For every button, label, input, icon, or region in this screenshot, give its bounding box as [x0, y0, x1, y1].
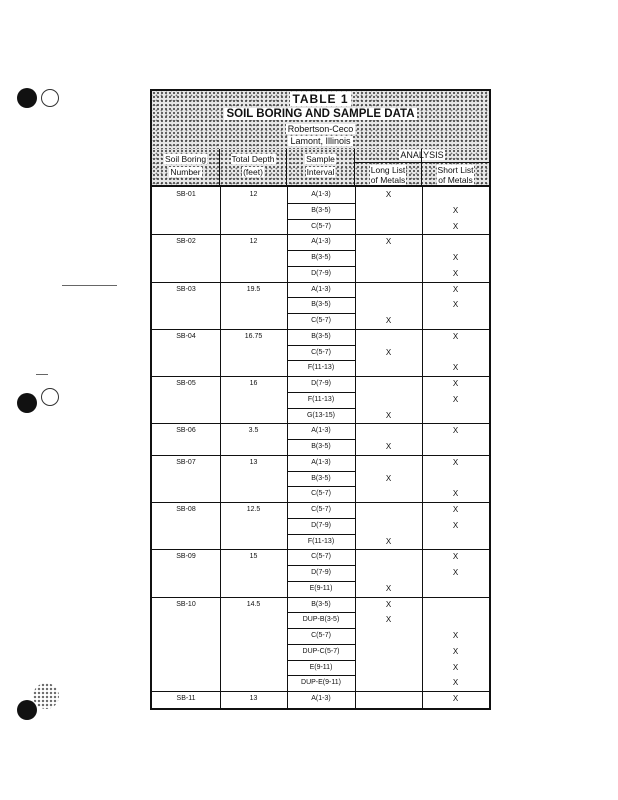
sample-interval: D(7-9): [311, 380, 331, 387]
site-location: Lamont, Illinois: [290, 136, 351, 146]
boring-depth: 12: [249, 238, 258, 246]
long-list-mark: X: [385, 599, 392, 609]
header-long-list: [355, 149, 422, 185]
short-list-mark: X: [452, 678, 459, 688]
boring-depth: 12: [249, 191, 258, 198]
sample-interval: B(3-5): [311, 474, 331, 482]
sample-interval: E(9-11): [309, 663, 333, 671]
long-list-mark: X: [385, 583, 392, 593]
long-list-mark: X: [385, 536, 392, 546]
boring-number: SB-07: [176, 458, 196, 466]
sample-interval: A(1-3): [311, 285, 331, 293]
sample-interval: B(3-5): [311, 600, 331, 608]
header-boring: [152, 149, 220, 185]
sample-interval: C(5-7): [311, 348, 331, 356]
margin-dash-2: [36, 374, 48, 375]
sample-interval: B(3-5): [311, 254, 331, 261]
short-list-mark: X: [452, 457, 459, 467]
table-title: SOIL BORING AND SAMPLE DATA: [226, 108, 415, 120]
boring-depth: 19.5: [246, 285, 261, 293]
punch-hole-bottom: [17, 700, 37, 720]
short-list-mark: X: [452, 489, 459, 499]
sample-interval: D(7-9): [311, 569, 331, 576]
short-list-mark: X: [452, 426, 459, 436]
boring-number: SB-09: [176, 553, 196, 561]
boring-depth: 12.5: [246, 506, 261, 513]
long-list-mark: X: [385, 347, 392, 357]
boring-number: SB-01: [176, 191, 196, 198]
punch-hole-ring-middle: [41, 388, 59, 406]
sample-interval: C(5-7): [311, 490, 331, 498]
boring-depth: 13: [249, 458, 258, 466]
boring-number: SB-02: [176, 238, 196, 246]
sample-interval: B(3-5): [311, 301, 331, 309]
short-list-mark: X: [452, 221, 459, 231]
column-divider: [220, 187, 221, 708]
sample-interval: A(1-3): [311, 427, 331, 435]
sample-interval: DUP-E(9-11): [301, 679, 341, 687]
boring-number: SB-03: [176, 285, 196, 293]
boring-depth: 15: [249, 553, 258, 561]
soil-boring-table: [150, 89, 491, 710]
sample-interval: D(7-9): [311, 269, 331, 277]
short-list-mark: X: [452, 552, 459, 562]
header-interval-line2: Interval: [306, 167, 335, 177]
table-title-block: [152, 91, 489, 150]
header-boring-line1: Soil Boring: [164, 154, 207, 164]
site-name: Robertson-Ceco: [287, 124, 354, 134]
sample-interval: A(1-3): [311, 458, 331, 466]
short-list-mark: X: [452, 284, 459, 294]
boring-number: SB-08: [176, 506, 196, 513]
sample-interval: C(5-7): [311, 222, 331, 230]
sample-interval: C(5-7): [311, 553, 331, 561]
header-interval: [287, 149, 355, 185]
short-list-mark: X: [452, 662, 459, 672]
long-list-mark: X: [385, 316, 392, 325]
long-list-mark: X: [385, 410, 392, 420]
header-short-list: [422, 149, 489, 185]
short-list-mark: X: [452, 568, 459, 577]
boring-number: SB-10: [176, 600, 196, 608]
punch-hole-middle: [17, 393, 37, 413]
header-short-line1: Short List: [437, 165, 474, 175]
sample-interval: G(13-15): [306, 411, 335, 419]
short-list-mark: X: [452, 694, 459, 703]
boring-depth: 16: [249, 380, 258, 387]
sample-interval: A(1-3): [311, 238, 331, 246]
header-boring-line2: Number: [170, 167, 201, 177]
punch-hole-ring-top: [41, 89, 59, 107]
boring-number: SB-06: [176, 427, 196, 435]
long-list-mark: X: [385, 473, 392, 483]
sample-interval: DUP-C(5-7): [302, 647, 340, 655]
boring-depth: 14.5: [246, 600, 261, 608]
short-list-mark: X: [452, 331, 459, 341]
sample-interval: C(5-7): [311, 632, 331, 639]
header-long-line2: of Metals: [370, 175, 406, 185]
sample-interval: B(3-5): [311, 332, 331, 340]
boring-depth: 3.5: [248, 427, 259, 435]
sample-interval: F(11-13): [307, 364, 335, 372]
long-list-mark: X: [385, 615, 392, 625]
sample-interval: A(1-3): [311, 191, 331, 198]
sample-interval: E(9-11): [309, 584, 333, 592]
header-depth-line1: Total Depth: [231, 154, 275, 164]
boring-number: SB-05: [176, 380, 196, 387]
sample-interval: F(11-13): [307, 537, 335, 545]
header-depth: [220, 149, 287, 185]
sample-interval: DUP-B(3-5): [302, 616, 340, 624]
sample-interval: C(5-7): [311, 317, 331, 324]
short-list-mark: X: [452, 631, 459, 640]
sample-interval: D(7-9): [311, 521, 331, 529]
speckle-mark: [33, 683, 59, 709]
header-depth-line2: (feet): [243, 167, 263, 177]
short-list-mark: X: [452, 253, 459, 262]
header-interval-line1: Sample: [306, 154, 335, 164]
punch-hole-top: [17, 88, 37, 108]
short-list-mark: X: [452, 300, 459, 310]
margin-dash: [62, 285, 117, 286]
boring-number: SB-11: [176, 695, 196, 702]
boring-depth: 13: [249, 695, 258, 702]
short-list-mark: X: [452, 646, 459, 656]
header-short-line2: of Metals: [438, 175, 473, 185]
sample-interval: B(3-5): [311, 443, 331, 450]
sample-interval: F(11-13): [307, 395, 335, 403]
table-body: [152, 187, 489, 708]
sample-interval: C(5-7): [311, 506, 331, 513]
boring-number: SB-04: [176, 332, 196, 340]
short-list-mark: X: [452, 268, 459, 278]
short-list-mark: X: [452, 379, 459, 388]
short-list-mark: X: [452, 520, 459, 530]
long-list-mark: X: [385, 442, 392, 451]
short-list-mark: X: [452, 394, 459, 404]
sample-interval: B(3-5): [311, 206, 331, 214]
short-list-mark: X: [452, 205, 459, 215]
header-long-line1: Long List: [370, 165, 406, 175]
boring-depth: 16.75: [244, 332, 263, 340]
short-list-mark: X: [452, 505, 459, 514]
long-list-mark: X: [385, 190, 392, 199]
table-caption: TABLE 1: [292, 92, 349, 106]
sample-interval: A(1-3): [311, 695, 331, 702]
header-analysis-label: ANALYSIS: [400, 150, 444, 160]
short-list-mark: X: [452, 363, 459, 373]
table-header: [152, 149, 489, 187]
long-list-mark: X: [385, 237, 392, 247]
